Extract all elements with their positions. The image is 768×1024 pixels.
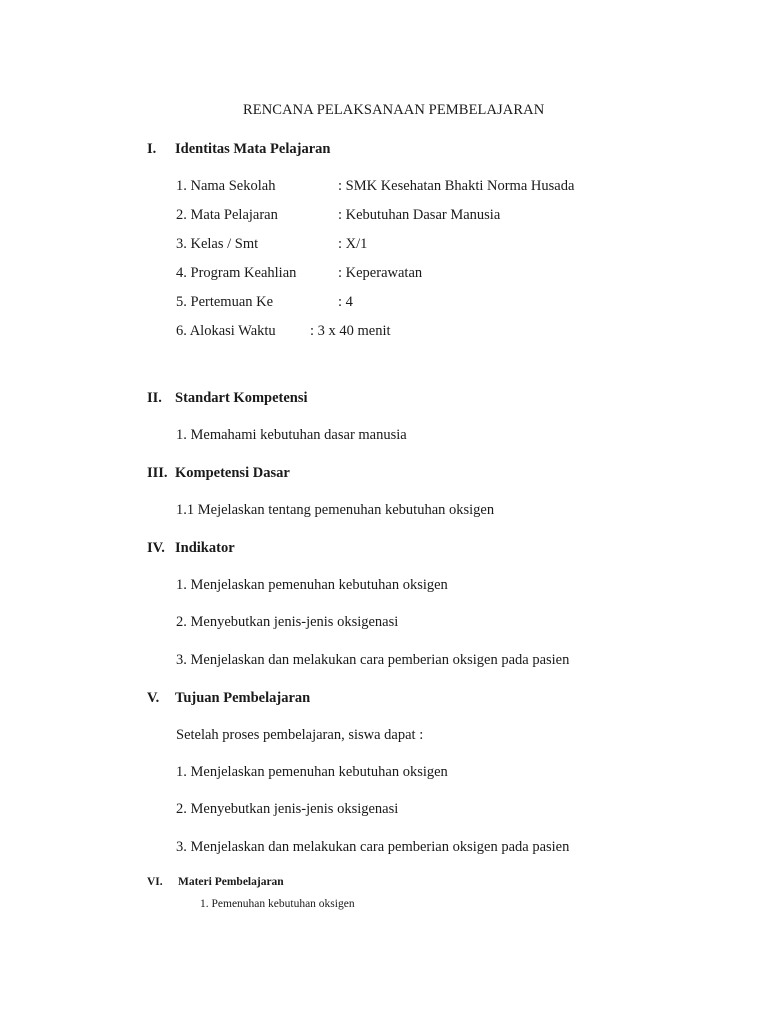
section-5-heading: Tujuan Pembelajaran	[175, 690, 311, 706]
section-3-heading: Kompetensi Dasar	[175, 465, 290, 481]
identity-value-subject: : Kebutuhan Dasar Manusia	[338, 207, 501, 223]
identity-label-program: 4. Program Keahlian	[176, 265, 297, 281]
section-6-item: 1. Pemenuhan kebutuhan oksigen	[200, 898, 355, 910]
section-4-heading: Indikator	[175, 540, 235, 556]
section-1-number: I.	[147, 141, 157, 157]
section-4-item-2: 2. Menyebutkan jenis-jenis oksigenasi	[176, 614, 399, 630]
section-5-item-3: 3. Menjelaskan dan melakukan cara pemberian oksigen pada pasien	[176, 839, 570, 855]
document-title: RENCANA PELAKSANAAN PEMBELAJARAN	[243, 102, 545, 118]
section-3-number: III.	[147, 465, 168, 481]
section-5-item-1: 1. Menjelaskan pemenuhan kebutuhan oksigen	[176, 764, 448, 780]
section-2-heading: Standart Kompetensi	[175, 390, 308, 406]
section-4-item-3: 3. Menjelaskan dan melakukan cara pemberian oksigen pada pasien	[176, 652, 570, 668]
identity-label-subject: 2. Mata Pelajaran	[176, 207, 278, 223]
identity-label-school: 1. Nama Sekolah	[176, 178, 276, 194]
identity-label-class: 3. Kelas / Smt	[176, 236, 259, 252]
section-4-number: IV.	[147, 540, 165, 556]
identity-label-meeting: 5. Pertemuan Ke	[176, 294, 274, 310]
section-6-number: VI.	[147, 876, 163, 888]
identity-value-school: : SMK Kesehatan Bhakti Norma Husada	[338, 178, 575, 194]
section-5-item-2: 2. Menyebutkan jenis-jenis oksigenasi	[176, 801, 399, 817]
identity-value-meeting: : 4	[338, 294, 353, 310]
identity-value-time: : 3 x 40 menit	[310, 323, 391, 339]
section-2-item: 1. Memahami kebutuhan dasar manusia	[176, 427, 407, 443]
section-4-item-1: 1. Menjelaskan pemenuhan kebutuhan oksigen	[176, 577, 448, 593]
identity-label-time: 6. Alokasi Waktu	[176, 323, 276, 339]
section-3-item: 1.1 Mejelaskan tentang pemenuhan kebutuhan oksigen	[176, 502, 495, 518]
section-5-number: V.	[147, 690, 160, 706]
identity-value-class: : X/1	[338, 236, 368, 252]
section-5-intro: Setelah proses pembelajaran, siswa dapat :	[176, 727, 424, 743]
section-6-heading: Materi Pembelajaran	[178, 876, 284, 888]
section-1-heading: Identitas Mata Pelajaran	[175, 141, 331, 157]
identity-value-program: : Keperawatan	[338, 265, 423, 281]
section-2-number: II.	[147, 390, 162, 406]
